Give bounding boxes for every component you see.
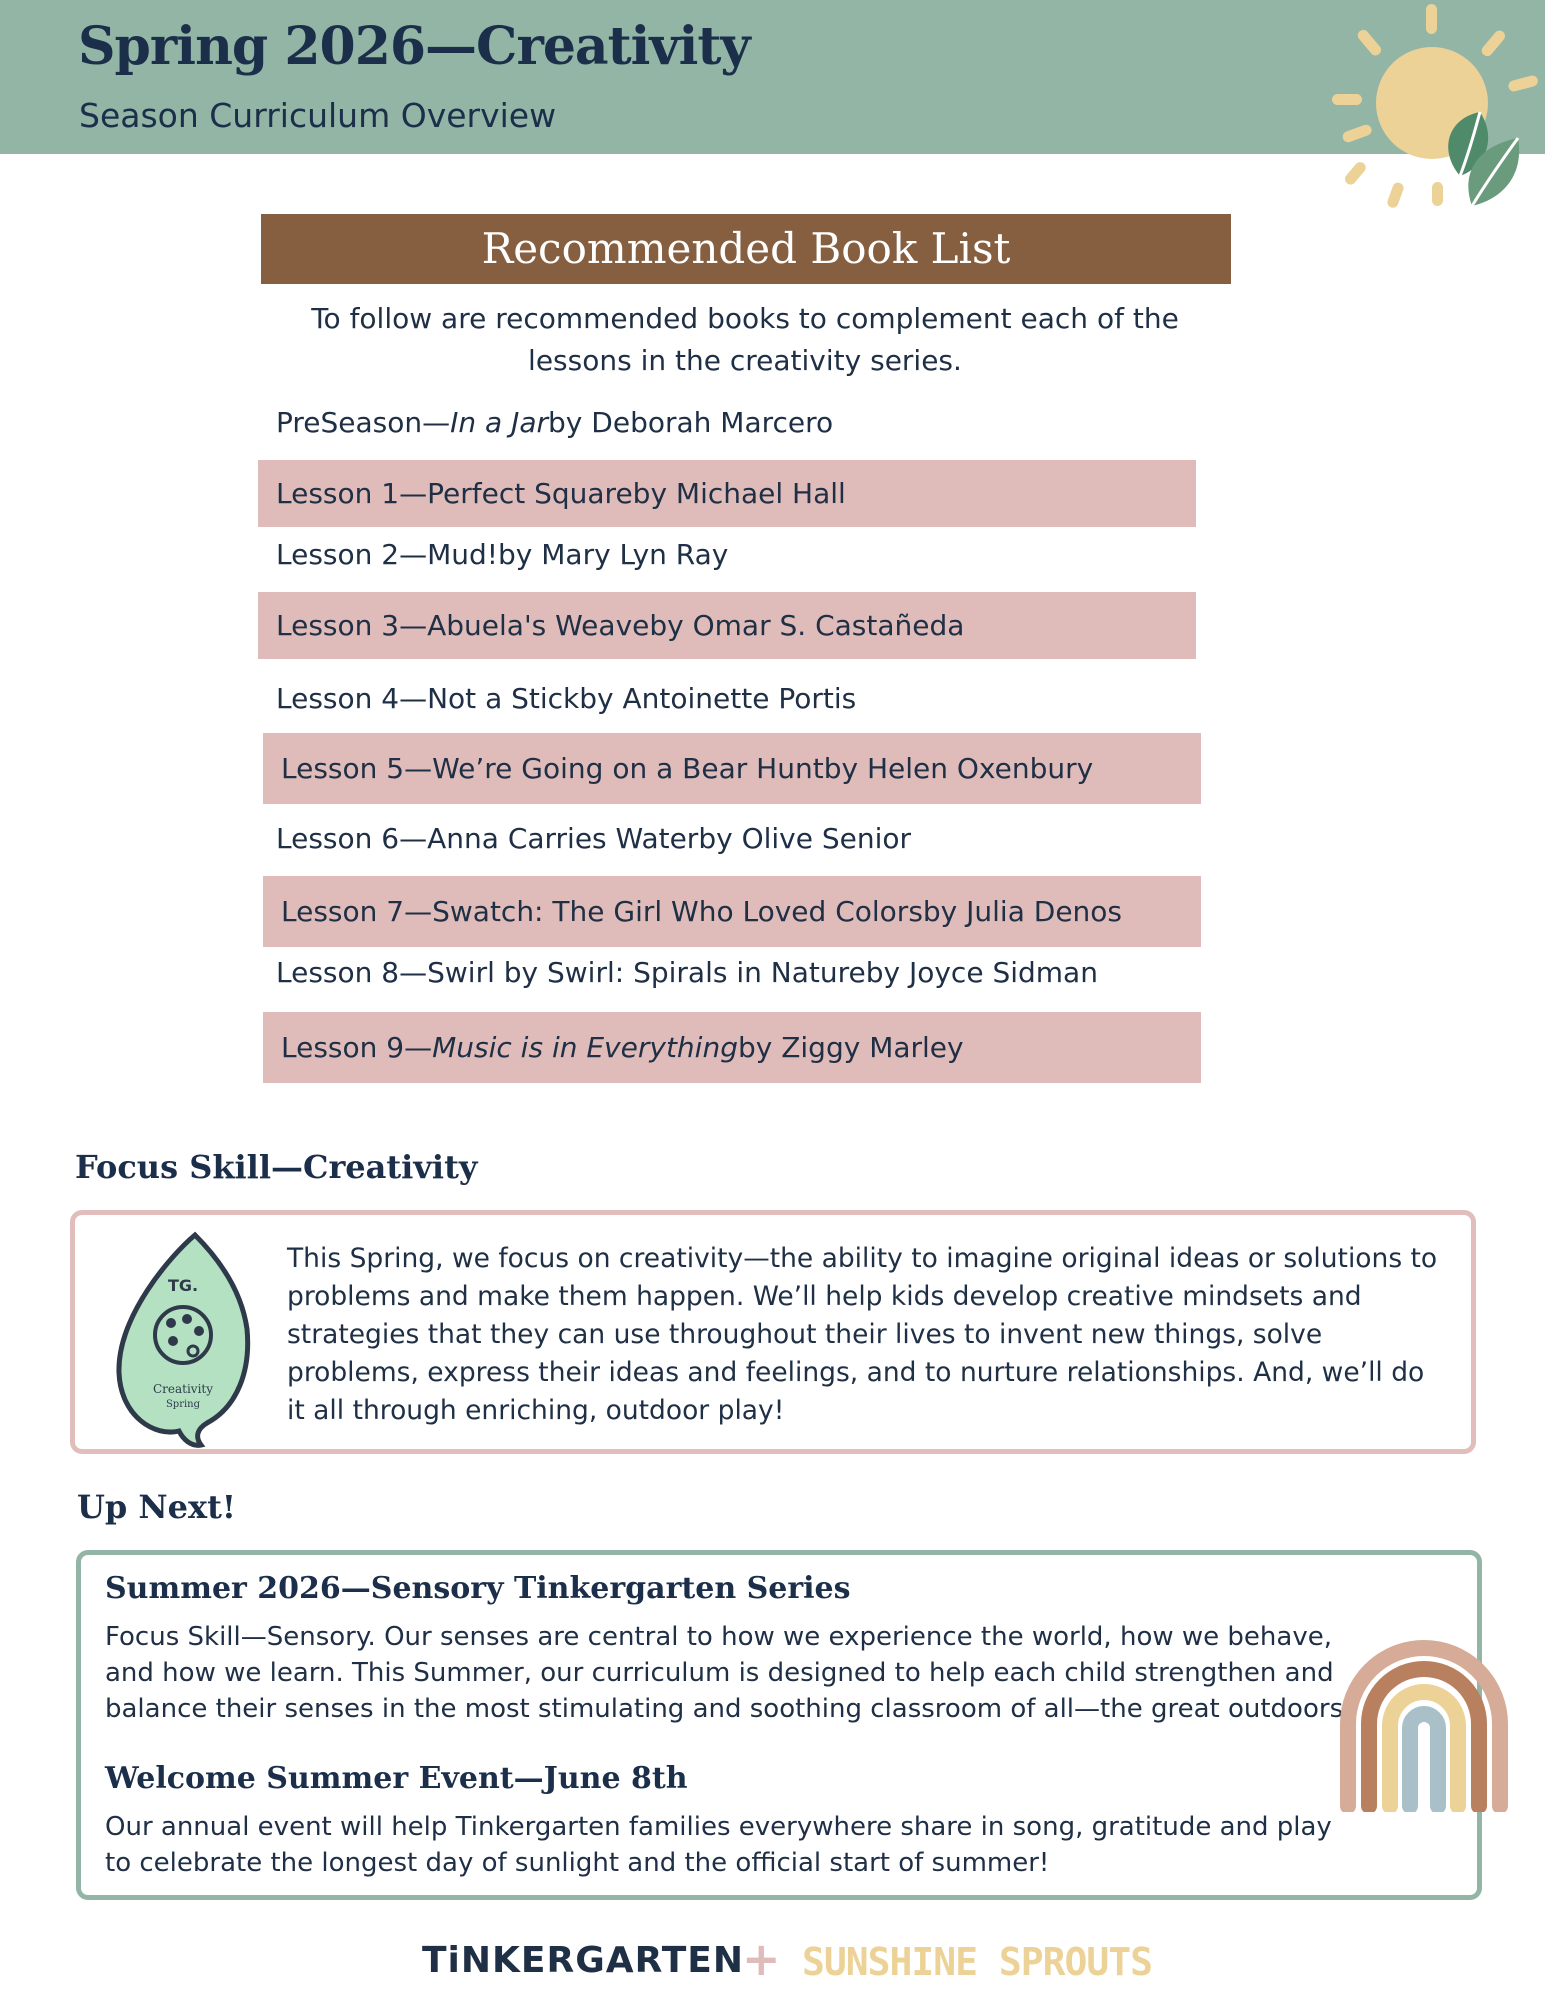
- book-author: by Helen Oxenbury: [823, 752, 1094, 785]
- up-next-heading: Up Next!: [77, 1488, 236, 1526]
- up-next-box: [76, 1550, 1482, 1900]
- badge-label: Creativity: [152, 1382, 214, 1396]
- book-lesson-label: Lesson 1—: [276, 477, 428, 510]
- book-title: Not a Stick: [427, 681, 580, 715]
- book-author: by Mary Lyn Ray: [498, 537, 729, 571]
- book-title: Anna Carries Water: [427, 821, 699, 855]
- book-list-item-lesson-4: [258, 672, 1196, 724]
- book-lesson-label: Lesson 5—: [281, 752, 433, 785]
- book-list-item-lesson-7: [263, 876, 1201, 947]
- book-author: by Antoinette Portis: [579, 681, 857, 715]
- sunshine-sprouts-logo: SUNSHINE SPROUTS: [802, 1940, 1153, 1984]
- book-author: by Omar S. Castañeda: [649, 609, 965, 642]
- badge-season: Spring: [165, 1399, 201, 1410]
- tinkergarten-logo: TiNKERGARTEN: [422, 1940, 745, 1981]
- book-lesson-label: Lesson 4—: [276, 681, 428, 715]
- book-lesson-label: PreSeason—: [276, 405, 451, 439]
- book-list-item-lesson-8: [258, 946, 1196, 998]
- focus-skill-heading: Focus Skill—Creativity: [75, 1148, 478, 1186]
- book-list-heading: Recommended Book List: [261, 214, 1231, 284]
- summer-event-description: Our annual event will help Tinkergarten families everywhere share in song, gratitude and play to celebrate the longest day of sunlight and the official start of summer!: [105, 1812, 1332, 1878]
- book-title: Abuela's Weave: [427, 609, 650, 642]
- badge-logo: TG.: [167, 1276, 199, 1295]
- summer-series-description: Focus Skill—Sensory. Our senses are central to how we experience the world, how we behave, and how we learn. This Summer, our curriculum is designed to help each child strengthen and balance their senses in the most stimulating and soothing classroom of all—the great outdoors.: [105, 1622, 1352, 1724]
- book-lesson-label: Lesson 8—: [276, 955, 428, 989]
- book-author: by Olive Senior: [698, 821, 912, 855]
- book-title: In a Jar: [450, 405, 549, 439]
- focus-skill-description: This Spring, we focus on creativity—the ability to imagine original ideas or solutions to problems and make them happen. We’ll help kids develop creative mindsets and strategies that they can use throughout their lives to invent new things, solve problems, express their ideas and feelings, and to nurture relationships. And, we’ll do it all through enriching, outdoor play!: [287, 1243, 1438, 1426]
- book-lesson-label: Lesson 6—: [276, 821, 428, 855]
- book-author: by Deborah Marcero: [548, 405, 834, 439]
- page-subtitle: Season Curriculum Overview: [79, 96, 557, 135]
- book-title: Music is in Everything: [432, 1031, 738, 1064]
- book-list-item-lesson-5: [263, 733, 1201, 804]
- header-band: [0, 0, 1545, 154]
- book-list-item-lesson-2: [258, 528, 1196, 580]
- book-lesson-label: Lesson 2—: [276, 537, 428, 571]
- book-author: by Ziggy Marley: [737, 1031, 964, 1064]
- book-author: by Joyce Sidman: [865, 955, 1098, 989]
- plus-icon: +: [742, 1932, 781, 1986]
- book-list-item-preseason: [258, 394, 1196, 450]
- summer-event-title: Welcome Summer Event—June 8th: [105, 1761, 688, 1796]
- book-lesson-label: Lesson 9—: [281, 1031, 433, 1064]
- book-title: Perfect Square: [427, 477, 633, 510]
- book-title: We’re Going on a Bear Hunt: [432, 752, 824, 785]
- page-title: Spring 2026—Creativity: [78, 16, 750, 77]
- book-author: by Julia Denos: [922, 895, 1123, 928]
- book-list-item-lesson-1: [258, 460, 1196, 527]
- sun-leaf-icon: [1320, 0, 1545, 215]
- book-title: Swatch: The Girl Who Loved Colors: [432, 895, 923, 928]
- creativity-badge-icon: [111, 1227, 255, 1449]
- book-author: by Michael Hall: [632, 477, 846, 510]
- book-title: Swirl by Swirl: Spirals in Nature: [427, 955, 866, 989]
- rainbow-icon: [1336, 1636, 1512, 1812]
- book-lesson-label: Lesson 3—: [276, 609, 428, 642]
- book-list-item-lesson-3: [258, 592, 1196, 659]
- focus-skill-box: [70, 1210, 1476, 1454]
- summer-series-title: Summer 2026—Sensory Tinkergarten Series: [105, 1571, 851, 1606]
- book-list-intro: To follow are recommended books to complement each of the lessons in the creativity series.: [311, 302, 1179, 377]
- book-list-item-lesson-9: [263, 1012, 1201, 1083]
- book-lesson-label: Lesson 7—: [281, 895, 433, 928]
- book-list-item-lesson-6: [258, 812, 1196, 864]
- book-title: Mud!: [427, 537, 499, 571]
